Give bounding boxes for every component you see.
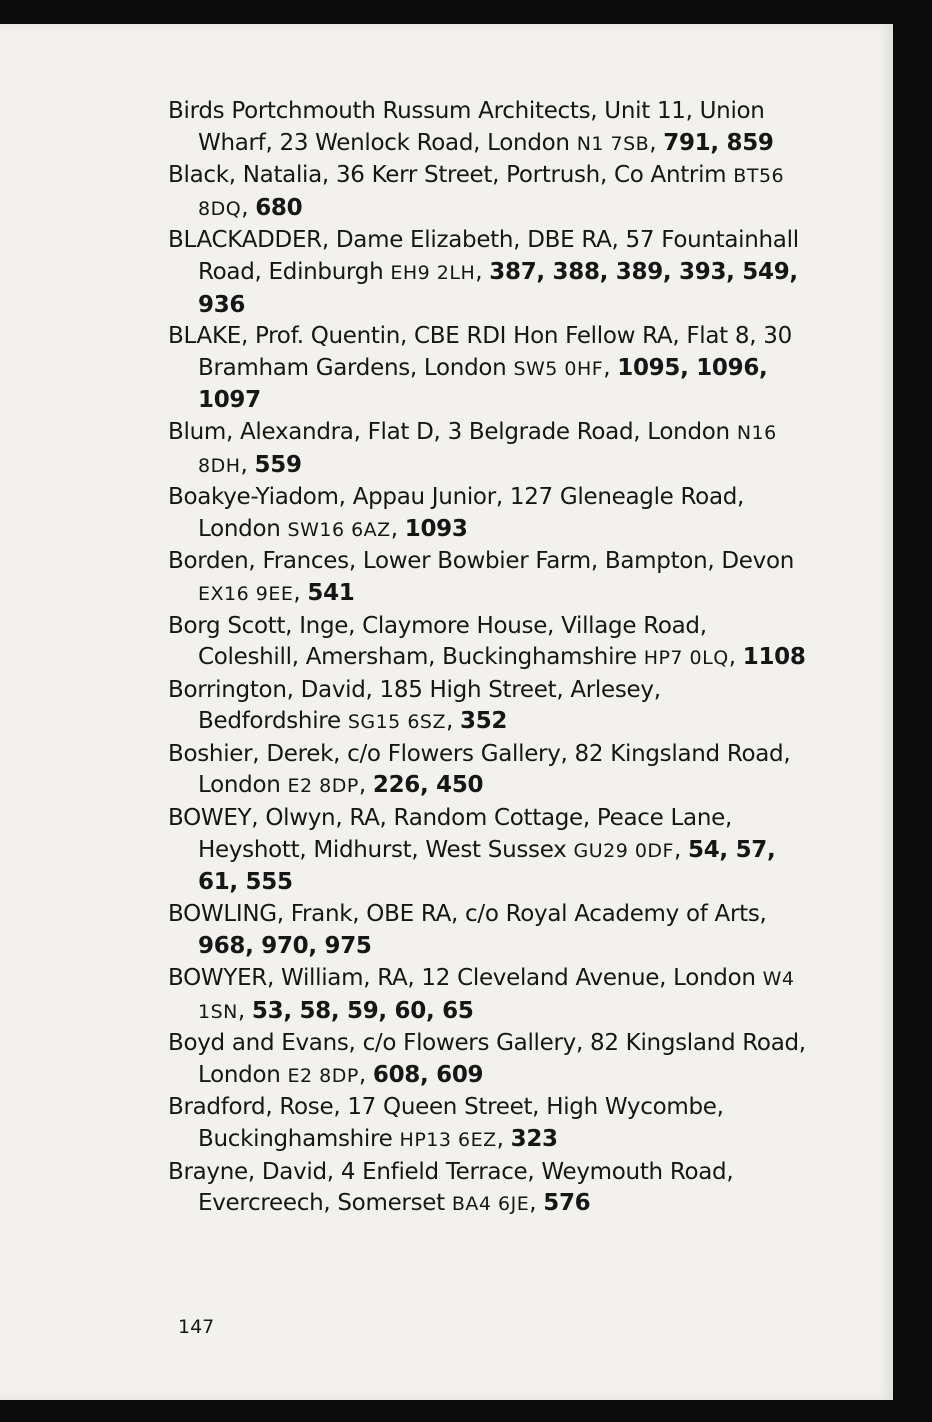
- entry-separator: ,: [649, 129, 664, 156]
- entry-separator: ,: [293, 579, 308, 606]
- entry-address: Black, Natalia, 36 Kerr Street, Portrush, Co Antrim: [168, 162, 734, 189]
- entry-page-refs: 387, 388, 389, 393, 549, 936: [198, 258, 798, 318]
- entry-address: Brayne, David, 4 Enfield Terrace, Weymouth Road, Evercreech, Somerset: [168, 1158, 734, 1217]
- entry-postcode: HP13 6EZ: [399, 1129, 497, 1151]
- index-entry: [168, 96, 808, 160]
- entry-separator: ,: [496, 1126, 511, 1152]
- entry-postcode: SG15 6SZ: [347, 711, 446, 734]
- index-entry: [168, 417, 808, 482]
- entry-page-refs: 608, 609: [372, 1061, 484, 1088]
- entry-postcode: N16 8DH: [198, 421, 777, 477]
- entry-address: Blum, Alexandra, Flat D, 3 Belgrade Road, London: [168, 418, 737, 445]
- entry-postcode: BA4 6JE: [451, 1193, 530, 1216]
- entry-postcode: GU29 0DF: [573, 839, 674, 862]
- book-page: [0, 24, 893, 1400]
- index-entry: [168, 321, 808, 417]
- entry-separator: ,: [358, 772, 373, 799]
- entry-separator: ,: [240, 451, 255, 478]
- index-entry: [168, 963, 808, 1028]
- entry-address: BOWLING, Frank, OBE RA, c/o Royal Academy of Arts,: [168, 900, 767, 927]
- entry-address: Borg Scott, Inge, Claymore House, Village Road, Coleshill, Amersham, Buckinghamshire: [168, 612, 707, 671]
- entry-address: BLAKE, Prof. Quentin, CBE RDI Hon Fellow RA, Flat 8, 30 Bramham Gardens, London: [168, 323, 792, 381]
- entry-separator: ,: [673, 836, 689, 863]
- entry-separator: ,: [241, 194, 256, 221]
- entry-address: BOWEY, Olwyn, RA, Random Cottage, Peace Lane, Heyshott, Midhurst, West Sussex: [168, 805, 732, 863]
- entry-page-refs: 680: [255, 194, 303, 221]
- entry-postcode: SW5 0HF: [513, 357, 604, 380]
- entry-page-refs: 352: [460, 708, 508, 735]
- entry-separator: ,: [529, 1190, 544, 1217]
- index-entry: [168, 225, 808, 321]
- entry-address: Borrington, David, 185 High Street, Arlesey, Bedfordshire: [168, 676, 661, 735]
- entry-page-refs: 54, 57, 61, 555: [198, 836, 776, 896]
- entry-postcode: BT56 8DQ: [198, 165, 785, 220]
- index-entry: [168, 546, 808, 610]
- entry-address: Boakye-Yiadom, Appau Junior, 127 Gleneagle Road, London: [168, 484, 745, 542]
- entry-address: Boshier, Derek, c/o Flowers Gallery, 82 Kingsland Road, London: [168, 740, 791, 799]
- index-entry: [168, 611, 808, 675]
- entry-address: Bradford, Rose, 17 Queen Street, High Wycombe, Buckinghamshire: [168, 1094, 724, 1152]
- entry-postcode: E2 8DP: [287, 1064, 359, 1087]
- entry-postcode: E2 8DP: [287, 775, 359, 798]
- entry-separator: ,: [728, 644, 743, 671]
- entry-separator: ,: [445, 708, 461, 735]
- index-entry: [168, 1092, 808, 1156]
- entry-page-refs: 559: [254, 451, 302, 478]
- index-entry: [168, 675, 808, 739]
- entry-address: Boyd and Evans, c/o Flowers Gallery, 82 Kingsland Road, London: [168, 1030, 806, 1088]
- entry-page-refs: 1108: [742, 644, 806, 671]
- index-entry: [168, 1028, 808, 1092]
- entry-address: Birds Portchmouth Russum Architects, Unit 11, Union Wharf, 23 Wenlock Road, London: [168, 98, 765, 156]
- entry-address: BOWYER, William, RA, 12 Cleveland Avenue, London: [168, 965, 763, 992]
- entry-address: BLACKADDER, Dame Elizabeth, DBE RA, 57 Fountainhall Road, Edinburgh: [168, 227, 799, 285]
- index-entry: [168, 899, 808, 963]
- entry-separator: ,: [390, 515, 405, 542]
- entry-page-refs: 576: [543, 1190, 591, 1217]
- index-entry: [168, 803, 808, 899]
- entry-page-refs: 1093: [404, 515, 468, 542]
- entry-address: Borden, Frances, Lower Bowbier Farm, Bampton, Devon: [168, 548, 794, 575]
- entry-page-refs: 541: [307, 579, 355, 606]
- index-entry: [168, 160, 808, 225]
- index-entry: [168, 739, 808, 803]
- entry-separator: ,: [358, 1061, 373, 1088]
- entry-separator: ,: [475, 258, 490, 285]
- entry-postcode: W4 1SN: [198, 968, 795, 1023]
- entry-postcode: SW16 6AZ: [287, 518, 391, 541]
- entry-postcode: EX16 9EE: [198, 582, 294, 605]
- index-entry: [168, 482, 808, 546]
- entry-postcode: EH9 2LH: [390, 261, 476, 284]
- entry-separator: ,: [603, 354, 618, 381]
- page-number: 147: [178, 1316, 215, 1338]
- entry-page-refs: 323: [510, 1126, 558, 1152]
- index-entries: [168, 96, 808, 1221]
- entry-postcode: HP7 0LQ: [643, 647, 729, 670]
- entry-separator: ,: [237, 997, 252, 1024]
- entry-page-refs: 968, 970, 975: [198, 933, 372, 960]
- entry-postcode: N1 7SB: [576, 132, 650, 155]
- entry-page-refs: 226, 450: [372, 772, 484, 799]
- entry-page-refs: 791, 859: [663, 129, 774, 156]
- entry-page-refs: 1095, 1096, 1097: [198, 354, 768, 414]
- entry-page-refs: 53, 58, 59, 60, 65: [251, 997, 474, 1024]
- index-entry: [168, 1157, 808, 1221]
